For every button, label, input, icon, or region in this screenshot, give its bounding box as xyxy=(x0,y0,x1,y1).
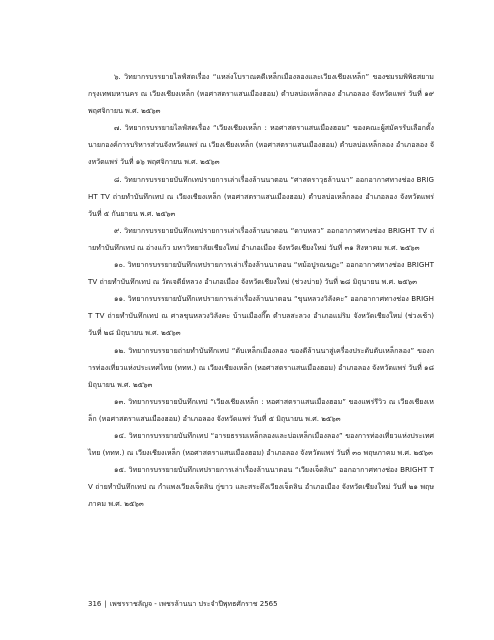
document-body xyxy=(88,68,434,512)
footer-title: เพชรราชลัญจ - เพชรล้านนา ประจำปีพุทธศักราช 2565 xyxy=(109,600,278,608)
page-footer xyxy=(88,599,278,610)
paragraph-item-10: ๑๐. วิทยากรบรรยายบันทึกเทปรายการเล่าเรื่องล้านนาตอน “หม้อปูรณฆฏะ” ออกอากาศทางช่อง BRIGHT TV ถ่ายทำบันทึกเทป ณ วัดเจดีย์หลวง อำเภอเมือง จังหวัดเชียงใหม่ (ช่วงบ่าย) วันที่ ๒๘ มิถุนายน พ.ศ. ๒๕๖๓ xyxy=(88,260,434,287)
paragraph-item-8: ๘. วิทยากรบรรยายบันทึกเทปรายการเล่าเรื่องล้านนาตอน “ศาสตราวุธล้านนา” ออกอากาศทางช่อง BRIGHT TV ถ่ายทำบันทึกเทป ณ เวียงเชียงเหล็ก (หอศาสตราแสนเมืองฮอม) ตำบลบ่อเหล็กลอง อำเภอลอง จังหวัดแพร่ วันที่ ๕ กันยายน พ.ศ. ๒๕๖๓ xyxy=(88,174,434,218)
page-number: 316 xyxy=(88,600,102,608)
paragraph-item-15: ๑๕. วิทยากรบรรยายบันทึกเทปรายการเล่าเรื่องล้านนาตอน “เวียงเจ็ดลิน” ออกอากาศทางช่อง BRIGHT TV ถ่ายทำบันทึกเทป ณ กำแพงเวียงเจ็ดลิน กู่ขาว และสระดึงเวียงเจ็ดลิน อำเภอเมือง จังหวัดเชียงใหม่ วันที่ ๒๑ พฤษภาคม พ.ศ. ๒๕๖๓ xyxy=(88,465,434,509)
paragraph-item-11: ๑๑. วิทยากรบรรยายบันทึกเทปรายการเล่าเรื่องล้านนาตอน “ขุนหลวงวิลังคะ” ออกอากาศทางช่อง BRIGHT TV ถ่ายทำบันทึกเทป ณ ศาลขุนหลวงวิลังคะ บ้านเมืองกึ๊ด ตำบลสะลวง อำเภอแม่ริม จังหวัดเชียงใหม่ (ช่วงเช้า) วันที่ ๒๘ มิถุนายน พ.ศ. ๒๕๖๓ xyxy=(88,294,434,338)
paragraph-item-14: ๑๔. วิทยากรบรรยายบันทึกเทป “อารยธรรมเหล็กลองและบ่อเหล็กเมืองลอง” ของการท่องเที่ยวแห่งประเทศไทย (ททท.) ณ เวียงเชียงเหล็ก (หอศาสตราแสนเมืองฮอม) อำเภอลอง จังหวัดแพร่ วันที่ ๓๐ พฤษภาคม พ.ศ. ๒๕๖๓ xyxy=(88,430,434,458)
paragraph-item-13: ๑๓. วิทยากรบรรยายบันทึกเทป “เวียงเชียงเหล็ก : หอศาสตราแสนเมืองฮอม” ของแพร่รีวิว ณ เวียงเชียงเหล็ก (หอศาสตราแสนเมืองฮอม) อำเภอลอง จังหวัดแพร่ วันที่ ๕ มิถุนายน พ.ศ. ๒๕๖๓ xyxy=(88,396,434,423)
footer-separator: | xyxy=(104,600,107,608)
paragraph-item-12: ๑๒. วิทยากรบรรยายถ่ายทำบันทึกเทป “ตับเหล็กเมืองลอง ของดีล้านนาสู่เครื่องประดับตับเหล็กลอง” ของการท่องเที่ยวแห่งประเทศไทย (ททท.) ณ เวียงเชียงเหล็ก (หอศาสตราแสนเมืองฮอม) อำเภอลอง จังหวัดแพร่ วันที่ ๑๘ มิถุนายน พ.ศ. ๒๕๖๓ xyxy=(88,345,434,389)
paragraph-item-7: ๗. วิทยากรบรรยายไลฟ์สดเรื่อง “เวียงเชียงเหล็ก : หอศาสตราแสนเมืองฮอม” ของคณะผู้สมัครรับเลือกตั้งนายกองค์การบริหารส่วนจังหวัดแพร่ ณ เวียงเชียงเหล็ก (หอศาสตราแสนเมืองฮอม) ตำบลบ่อเหล็กลอง อำเภอลอง จังหวัดแพร่ วันที่ ๑๖ พฤศจิกายน พ.ศ. ๒๕๖๓ xyxy=(88,123,434,167)
paragraph-item-6: ๖. วิทยากรบรรยายไลฟ์สดเรื่อง “แหล่งโบราณคดีเหล็กเมืองลองและเวียงเชียงเหล็ก” ของชมรมพิพิธสยาม กรุงเทพมหานคร ณ เวียงเชียงเหล็ก (หอศาสตราแสนเมืองฮอม) ตำบลบ่อเหล็กลอง อำเภอลอง จังหวัดแพร่ วันที่ ๑๙ พฤศจิกายน พ.ศ. ๒๕๖๓ xyxy=(88,72,434,116)
paragraph-item-9: ๙. วิทยากรบรรยายบันทึกเทปรายการเล่าเรื่องล้านนาตอน “ดาบหลว” ออกอากาศทางช่อง BRIGHT TV ถ่ายทำบันทึกเทป ณ อ่างแก้ว มหาวิทยาลัยเชียงใหม่ อำเภอเมือง จังหวัดเชียงใหม่ วันที่ ๓๑ สิงหาคม พ.ศ. ๒๕๖๓ xyxy=(88,225,434,252)
